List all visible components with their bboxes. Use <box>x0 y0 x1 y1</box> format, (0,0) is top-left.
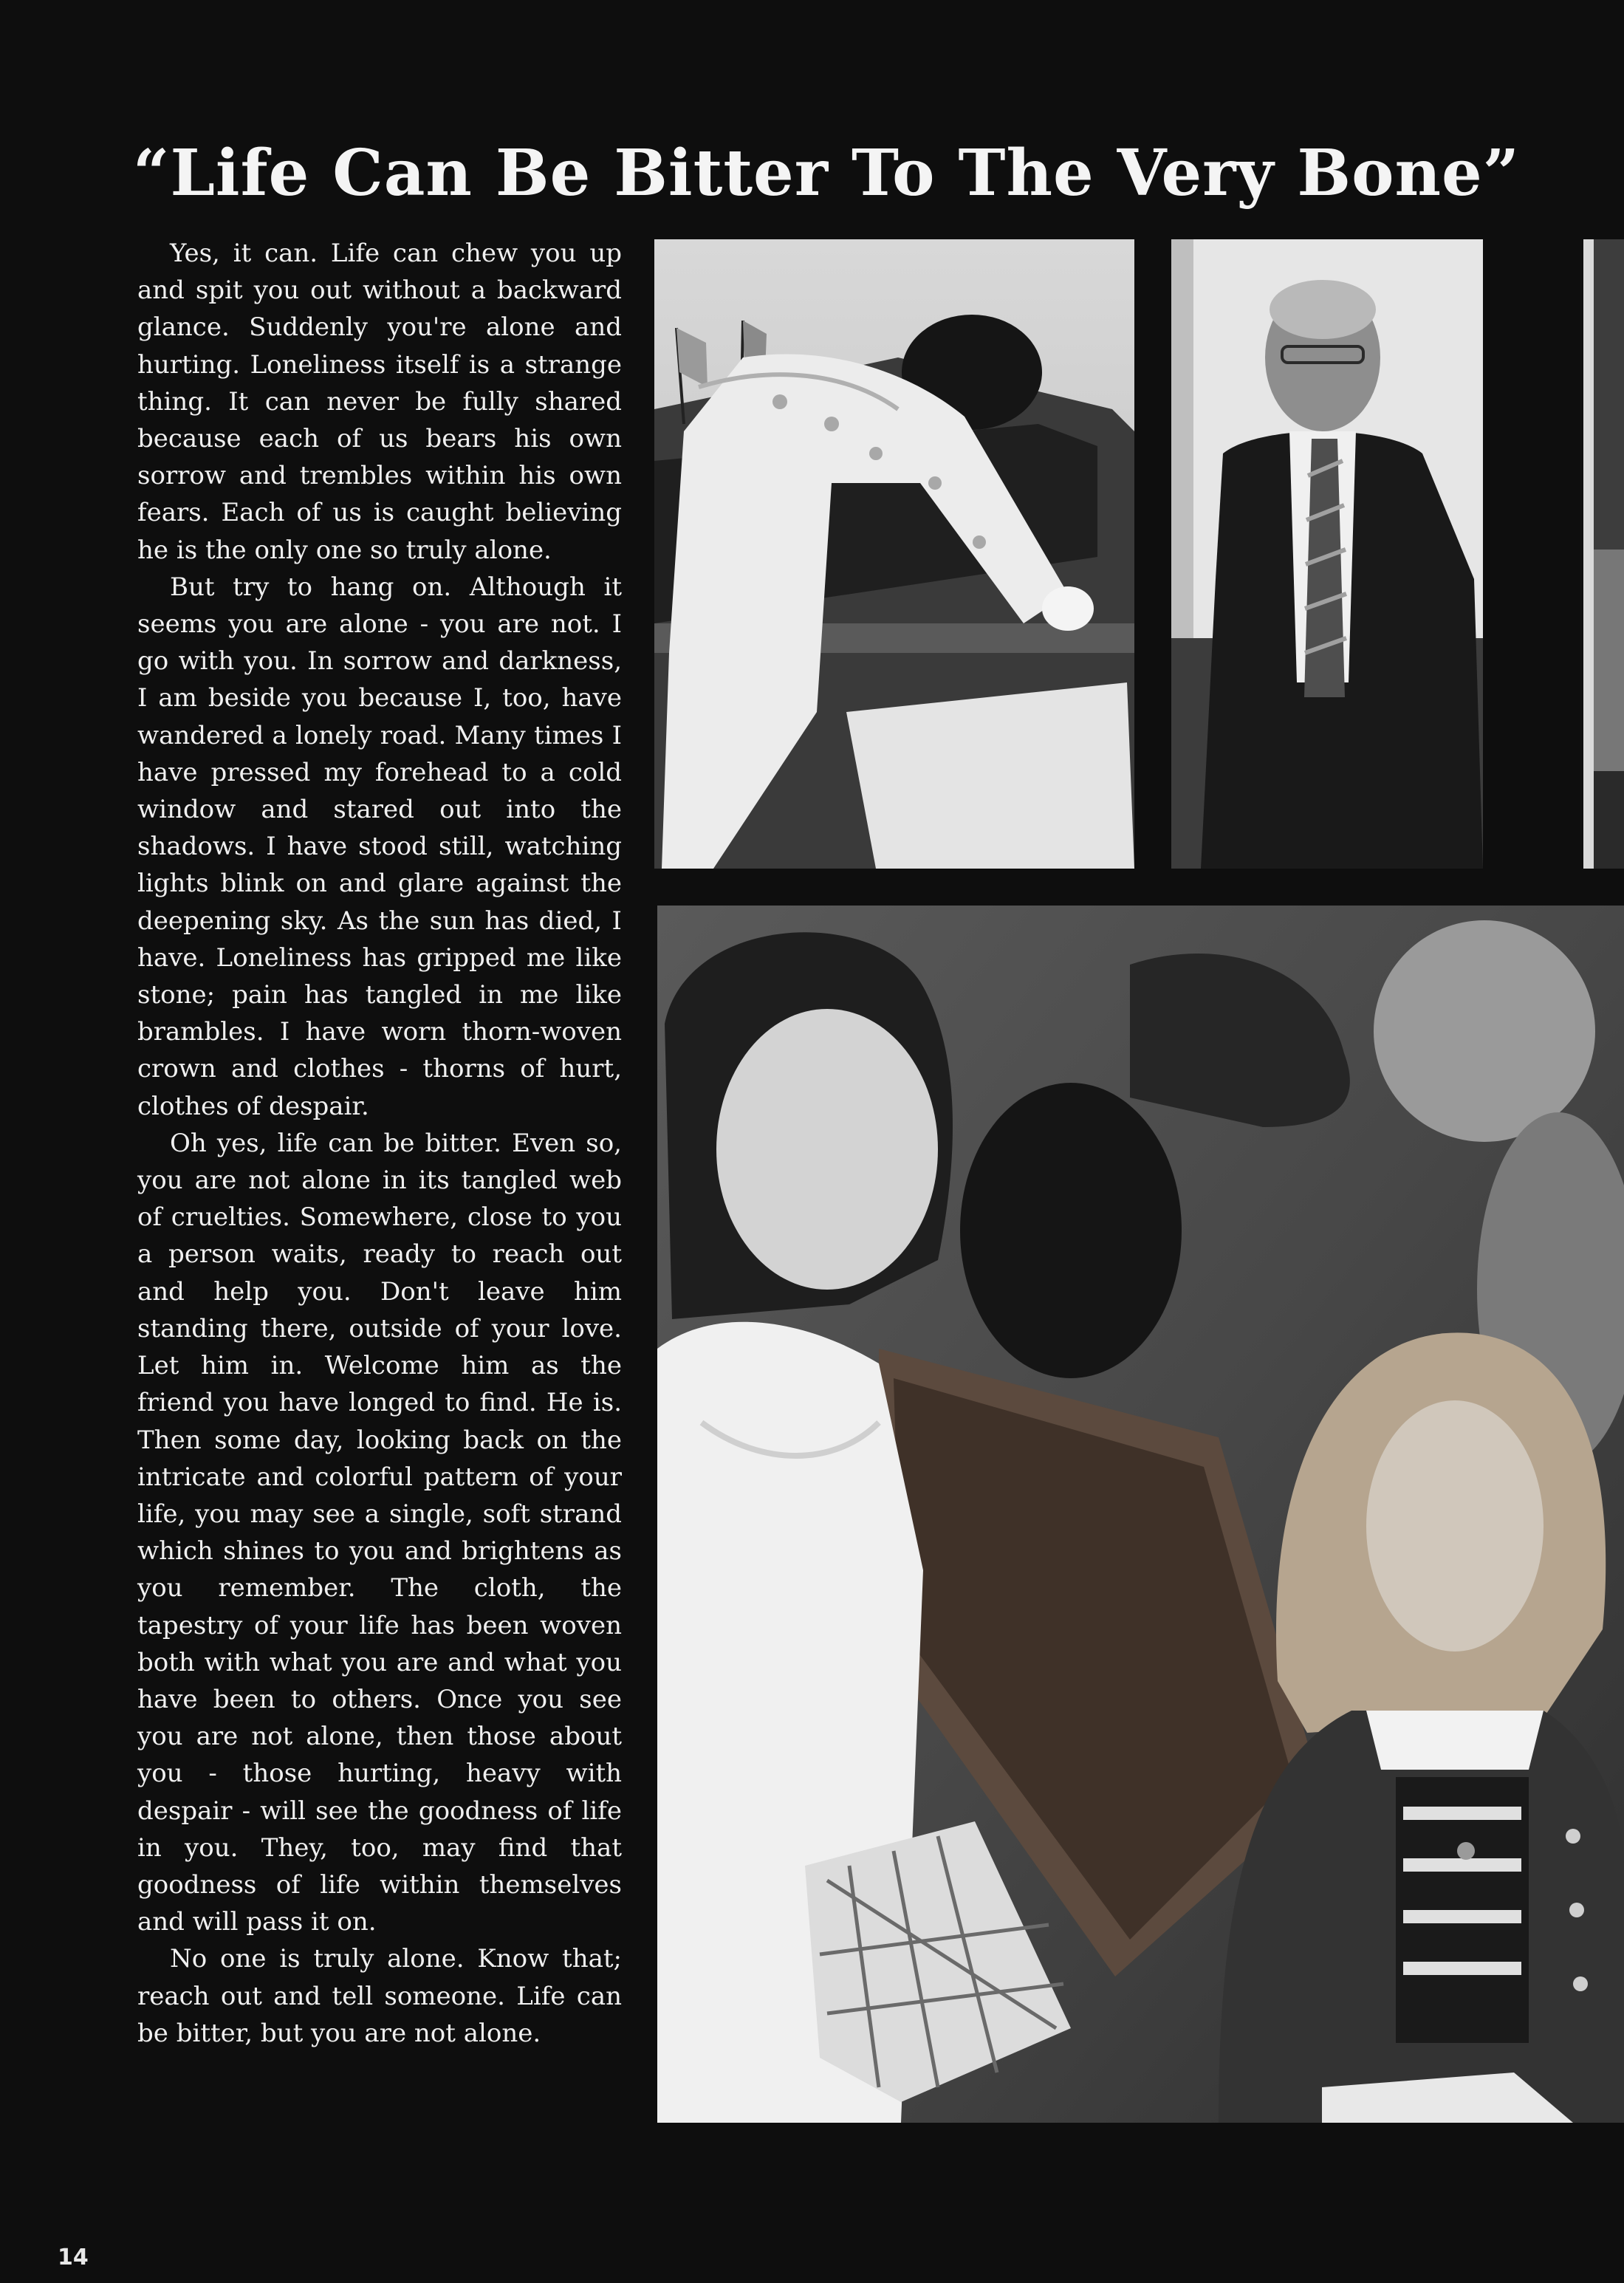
page-title: “Life Can Be Bitter To The Very Bone” <box>133 136 1521 210</box>
article-paragraph: Yes, it can. Life can chew you up and spit you out without a backward glance. Suddenly you're alone and hurting. Loneliness itself is a strange thing. It can never be fully shared because each of us bears his own sorrow and trembles within his own fears. Each of us is caught believing he is the only one so truly alone. <box>137 239 622 565</box>
article-paragraph: But try to hang on. Although it seems you are alone - you are not. I go with you. In sorrow and darkness, I am beside you because I, too, have wandered a lonely road. Many times I have pressed my forehead to a cold window and stared out into the shadows. I have stood still, watching lights blink on and glare against the deepening sky. As the sun has died, I have. Loneliness has gripped me like stone; pain has tangled in me like brambles. I have worn thorn-woven crown and clothes - thorns of hurt, clothes of despair. <box>137 572 622 1121</box>
article-text <box>137 235 622 2155</box>
photo-woman-at-piano-image <box>654 239 1134 869</box>
photo-cropped-edge-image <box>1583 239 1624 869</box>
photo-two-girls <box>657 906 1624 2123</box>
photo-man-in-suit <box>1171 239 1483 869</box>
article-paragraph: Oh yes, life can be bitter. Even so, you are not alone in its tangled web of cruelties. Somewhere, close to you a person waits, ready to reach out and help you. Don't leave him standing there, outside of your love. Let him in. Welcome him as the friend you have longed to find. He is. Then some day, looking back on the intricate and colorful pattern of your life, you may see a single, soft strand which shines to you and brightens as you remember. The cloth, the tapestry of your life has been woven both with what you are and what you have been to others. Once you see you are not alone, then those about you - those hurting, heavy with despair - will see the goodness of life in you. They, too, may find that goodness of life within themselves and will pass it on. <box>137 1128 622 1937</box>
photo-man-in-suit-image <box>1171 239 1483 869</box>
page-number: 14 <box>58 2245 89 2270</box>
photo-two-girls-image <box>657 906 1624 2123</box>
photo-woman-at-piano <box>654 239 1134 869</box>
photo-cropped-edge <box>1583 239 1624 869</box>
article-paragraph: No one is truly alone. Know that; reach out and tell someone. Life can be bitter, but you are not alone. <box>137 1944 622 2048</box>
